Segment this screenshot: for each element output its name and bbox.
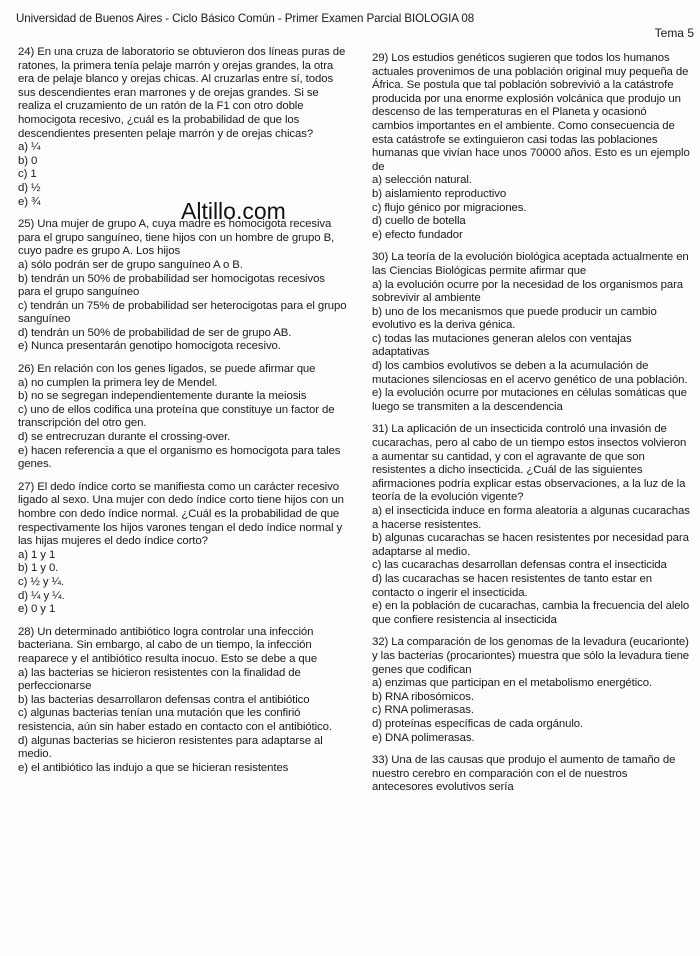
answer-option: e) hacen referencia a que el organismo es homocigota para tales genes. [18, 444, 341, 471]
exam-tema: Tema 5 [654, 26, 694, 40]
answer-option: c) algunas bacterias tenían una mutación que les confirió resistencia, aún sin haber estado en contacto con el antibiótico. [18, 707, 332, 733]
question-block [18, 46, 348, 209]
answer-option: b) 1 y 0. [18, 562, 59, 575]
answer-option: b) algunas cucarachas se hacen resistentes por necesidad para adaptarse al medio. [372, 532, 689, 558]
answer-option: c) 1 [18, 168, 37, 181]
answer-option: e) en la población de cucarachas, cambia la frecuencia del alelo que confiere resistencia al insecticida [372, 600, 690, 626]
question-stem: 24) En una cruza de laboratorio se obtuvieron dos líneas puras de ratones, la primera tenía pelaje marrón y orejas grandes, la otra era de pelaje blanco y orejas chicas. Al cruzarlas entre sí, todos sus descendientes eran marrones y de orejas grandes. Si se realiza el cruzamiento de un ratón de la F1 con otro doble homocigota recesivo, ¿cuál es la probabilidad de que los descendientes presenten pelaje marrón y de orejas chicas? [18, 46, 346, 140]
answer-option: c) las cucarachas desarrollan defensas contra el insecticida [372, 559, 667, 572]
question-stem: 31) La aplicación de un insecticida controló una invasión de cucarachas, pero al cabo de un tiempo estos insectos volvieron a aumentar su cantidad, y con el agravante de que son resistentes a dicho insecticida. ¿Cuál de las siguientes afirmaciones podría explicar estas observaciones, a la luz de la teoría de la evolución vigente? [372, 423, 687, 504]
answer-option: e) 0 y 1 [18, 603, 56, 616]
answer-option: e) efecto fundador [372, 228, 463, 241]
question-stem: 27) El dedo índice corto se manifiesta como un carácter recesivo ligado al sexo. Una mujer con dedo índice corto tiene hijos con un hombre con dedo índice normal. ¿Cuál es la probabilidad de que respectivamente los hijos varones tengan el dedo índice normal y las hijas mujeres el dedo índice corto? [18, 480, 344, 548]
answer-option: b) RNA ribosómicos. [372, 690, 474, 703]
question-stem: 26) En relación con los genes ligados, se puede afirmar que [18, 363, 316, 376]
answer-option: b) no se segregan independientemente durante la meiosis [18, 390, 307, 403]
answer-option: b) las bacterias desarrollaron defensas contra el antibiótico [18, 693, 310, 706]
answer-option: c) ½ y ¼. [18, 575, 64, 588]
answer-option: a) enzimas que participan en el metabolismo energético. [372, 677, 653, 690]
answer-option: e) ¾ [18, 195, 41, 208]
question-block [372, 754, 690, 795]
question-stem: 33) Una de las causas que produjo el aumento de tamaño de nuestro cerebro en comparación con el de nuestros antecesores evolutivos sería [372, 754, 676, 794]
answer-option: d) ½ [18, 181, 41, 194]
question-stem: 29) Los estudios genéticos sugieren que todos los humanos actuales provenimos de una población original muy pequeña de África. Se postula que tal población sobrevivió a la catástrofe producida por una enorme explosión volcánica que produjo un descenso de las temperaturas en el Planeta y ocasionó cambios importantes en el ambiente. Como consecuencia de esta catástrofe se extinguieron casi todas las poblaciones humanas que vivían hace unos 70000 años. Esto es un ejemplo de [372, 52, 690, 173]
answer-option: d) los cambios evolutivos se deben a la acumulación de mutaciones silenciosas en el acervo genético de una población. [372, 360, 688, 386]
answer-option: e) Nunca presentarán genotipo homocigota recesivo. [18, 340, 281, 353]
answer-option: b) 0 [18, 154, 38, 167]
answer-option: a) no cumplen la primera ley de Mendel. [18, 376, 218, 389]
answer-option: a) el insecticida induce en forma aleatoria a algunas cucarachas a hacerse resistentes. [372, 505, 690, 531]
question-block [372, 423, 690, 627]
answer-option: d) las cucarachas se hacen resistentes de tanto estar en contacto o ingerir el insecticida. [372, 572, 652, 599]
answer-option: a) 1 y 1 [18, 548, 56, 561]
answer-option: c) uno de ellos codifica una proteína que constituye un factor de transcripción del otro gen. [18, 403, 335, 430]
right-column [372, 52, 690, 804]
answer-option: a) las bacterias se hicieron resistentes con la finalidad de perfeccionarse [18, 666, 301, 693]
answer-option: e) DNA polimerasas. [372, 731, 475, 744]
answer-option: c) tendrán un 75% de probabilidad ser heterocigotas para el grupo sanguíneo [18, 299, 347, 326]
answer-option: d) tendrán un 50% de probabilidad de ser de grupo AB. [18, 326, 292, 339]
question-block [18, 626, 348, 776]
question-block [372, 251, 690, 414]
question-stem: 25) Una mujer de grupo A, cuya madre es homocigota recesiva para el grupo sanguíneo, tiene hijos con un hombre de grupo B, cuyo padre es grupo A. Los hijos [18, 218, 335, 258]
answer-option: d) cuello de botella [372, 215, 466, 228]
question-block [18, 481, 348, 617]
question-stem: 32) La comparación de los genomas de la levadura (eucarionte) y las bacterias (procariontes) muestra que sólo la levadura tiene genes que codifican [372, 636, 690, 676]
page-header [16, 6, 694, 40]
answer-option: c) flujo génico por migraciones. [372, 201, 527, 214]
answer-option: a) sólo podrán ser de grupo sanguíneo A o B. [18, 258, 243, 271]
question-block [372, 636, 690, 745]
answer-option: a) selección natural. [372, 174, 472, 187]
answer-option: e) la evolución ocurre por mutaciones en células somáticas que luego se transmiten a la descendencia [372, 387, 687, 413]
answer-option: b) uno de los mecanismos que puede producir un cambio evolutivo es la deriva génica. [372, 305, 657, 332]
watermark-text: Altillo.com [181, 198, 286, 224]
answer-option: a) ¼ [18, 141, 41, 154]
answer-option: d) se entrecruzan durante el crossing-over. [18, 431, 231, 444]
answer-option: c) RNA polimerasas. [372, 704, 474, 717]
question-stem: 28) Un determinado antibiótico logra controlar una infección bacteriana. Sin embargo, al cabo de un tiempo, la infección reaparece y el antibiótico resulta inocuo. Esto se debe a que [18, 625, 318, 665]
question-block [372, 52, 690, 242]
question-block [18, 363, 348, 472]
question-stem: 30) La teoría de la evolución biológica aceptada actualmente en las Ciencias Biológicas permite afirmar que [372, 251, 689, 277]
answer-option: e) el antibiótico las indujo a que se hicieran resistentes [18, 761, 289, 774]
left-column [18, 46, 348, 784]
answer-option: a) la evolución ocurre por la necesidad de los organismos para sobrevivir al ambiente [372, 278, 684, 305]
answer-option: d) algunas bacterias se hicieron resistentes para adaptarse al medio. [18, 734, 323, 761]
question-block [18, 218, 348, 354]
answer-option: d) proteínas específicas de cada orgánulo. [372, 717, 584, 730]
answer-option: b) aislamiento reproductivo [372, 187, 507, 200]
answer-option: d) ¼ y ¼. [18, 589, 65, 602]
answer-option: b) tendrán un 50% de probabilidad ser homocigotas recesivos para el grupo sanguíneo [18, 272, 325, 299]
answer-option: c) todas las mutaciones generan alelos con ventajas adaptativas [372, 332, 632, 359]
exam-title: Universidad de Buenos Aires - Ciclo Básico Común - Primer Examen Parcial BIOLOGIA 08 [16, 12, 475, 25]
